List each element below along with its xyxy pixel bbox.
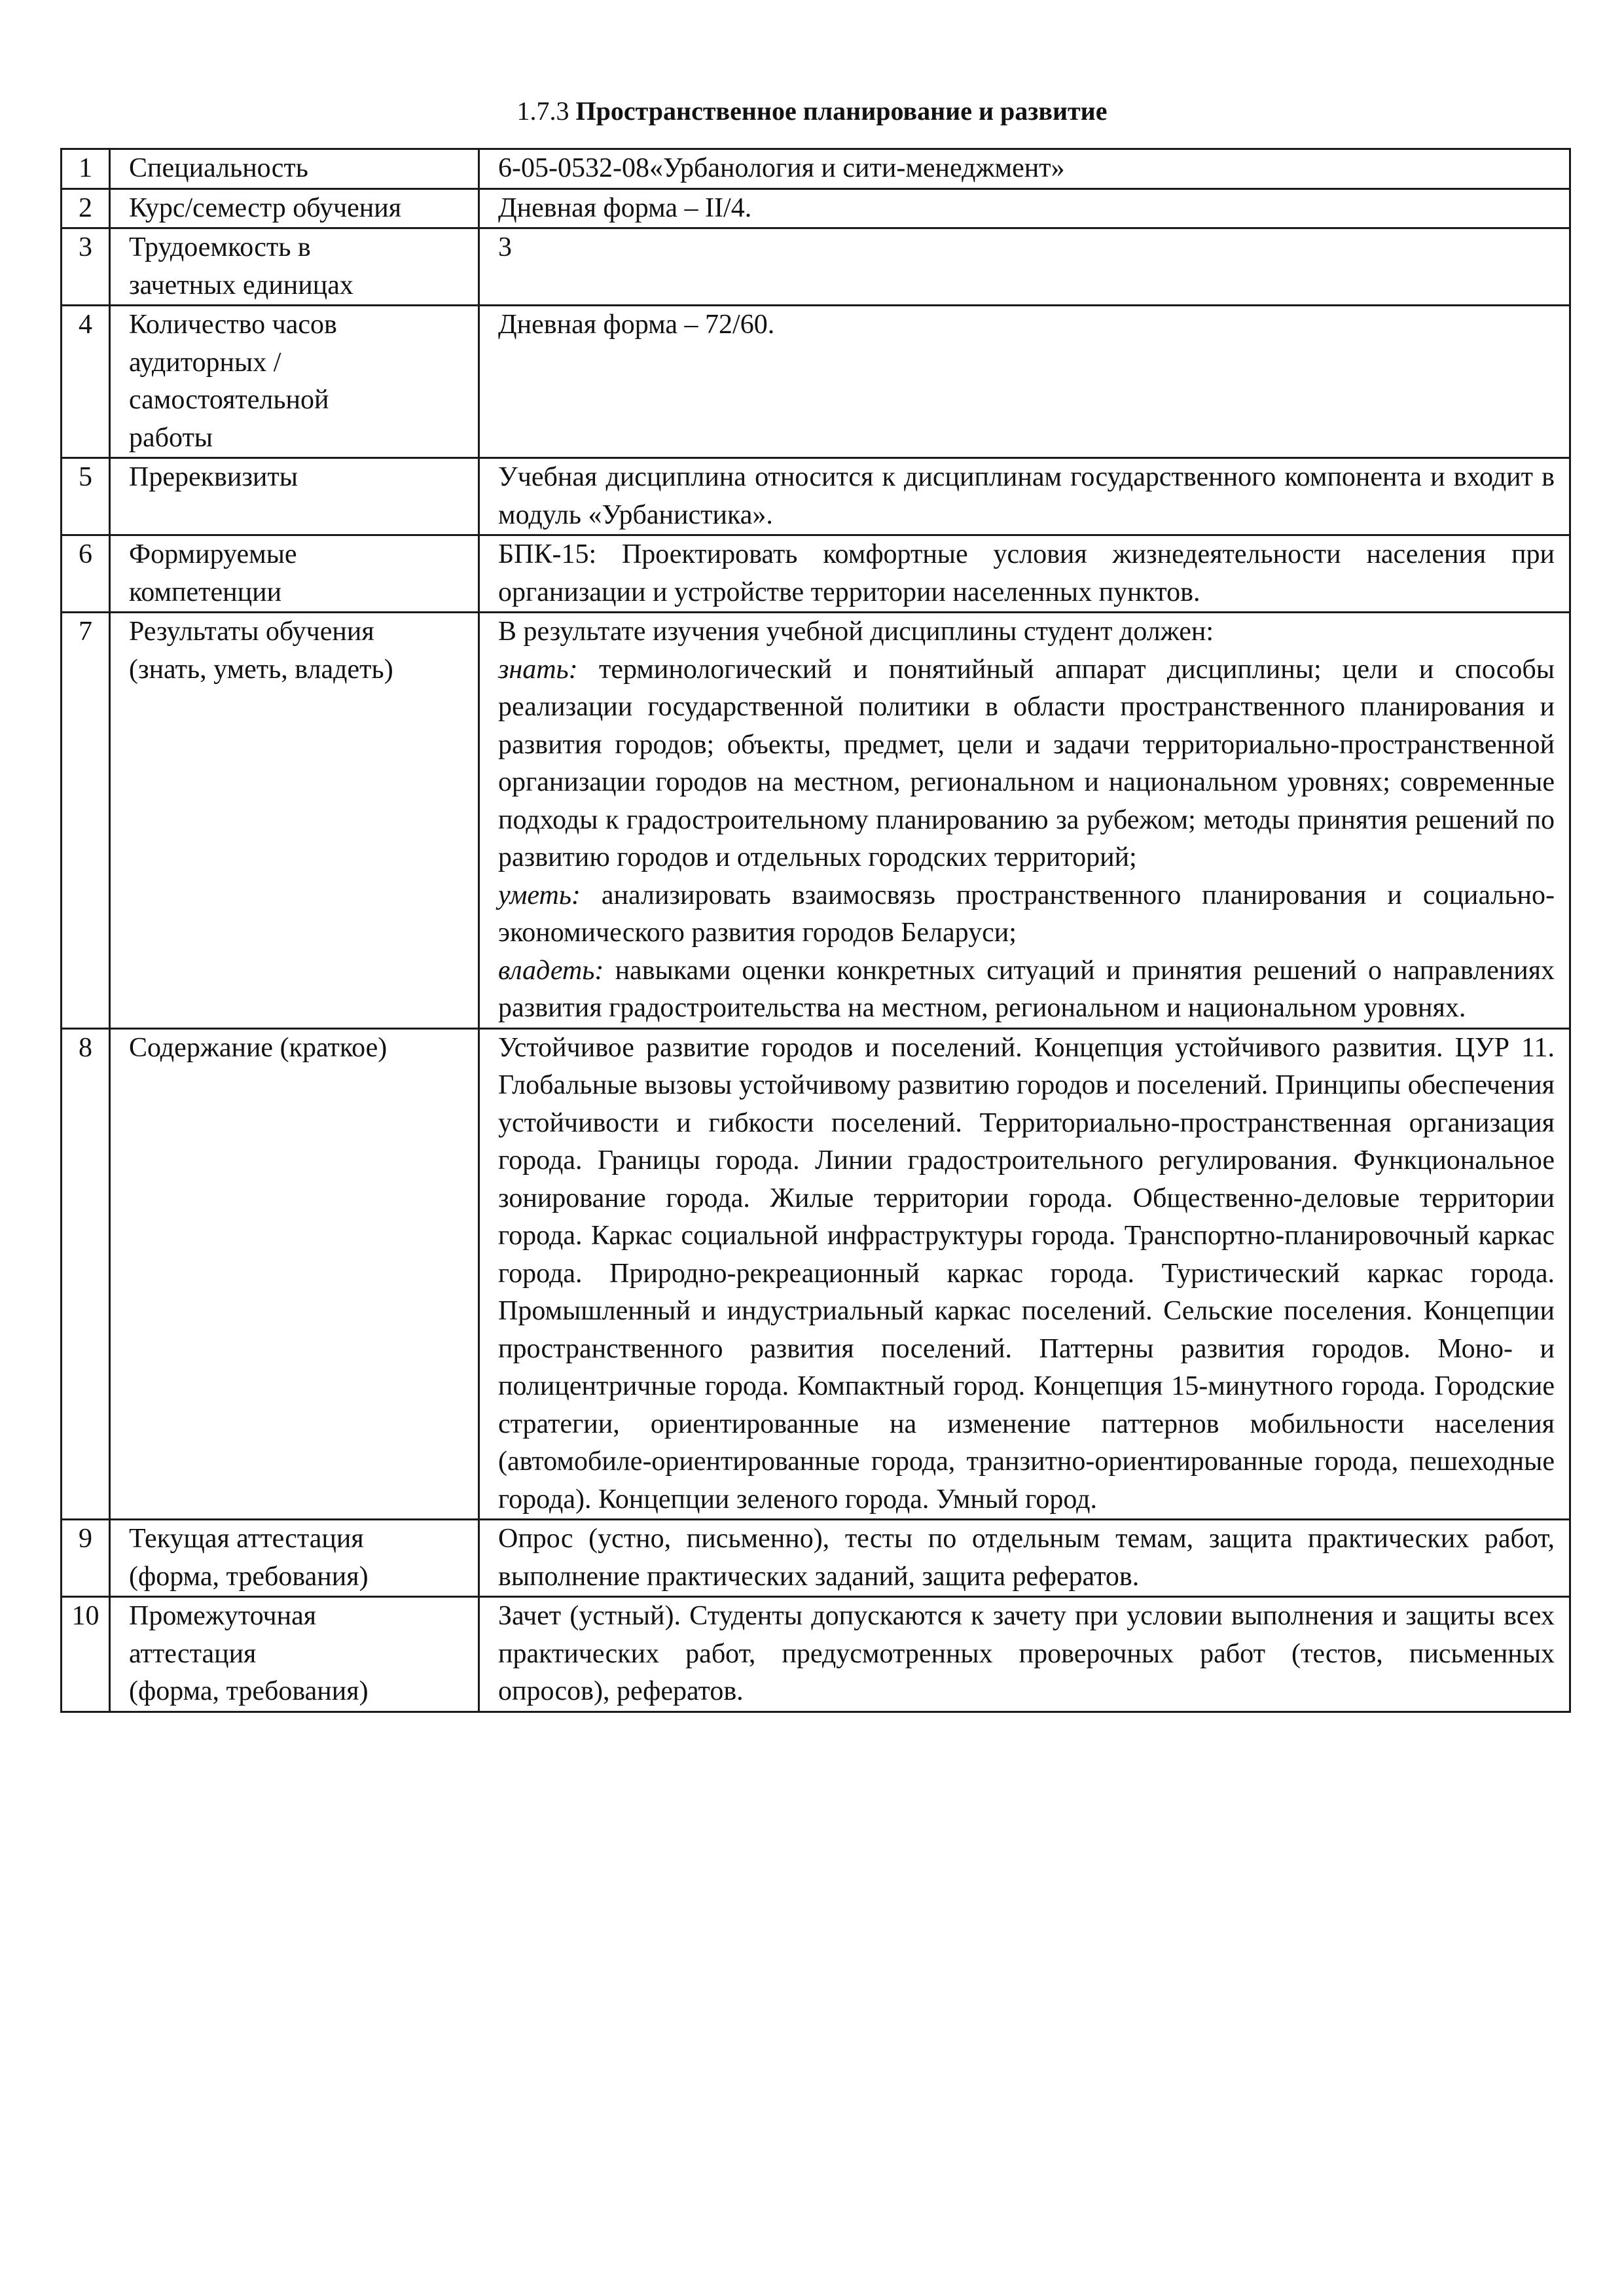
row-label-line: аудиторных / xyxy=(129,347,281,378)
course-description-table xyxy=(60,148,1571,1713)
section-number: 1.7.3 xyxy=(516,96,569,126)
row-label-line: аттестация xyxy=(129,1638,257,1669)
outcomes-know xyxy=(498,651,1555,877)
row-label xyxy=(110,1520,479,1597)
know-text: терминологический и понятийный аппарат дисциплины; цели и способы реализации государственной политики в области пространственного планирования и развития городов; объекты, предмет, цели и задачи территориально-пространственной организации городов на местном, региональном и национальном уровнях; современные подходы к градостроительному планированию за рубежом; методы принятия решений по развитию городов и отдельных городских территорий; xyxy=(498,654,1555,872)
row-label-line: самостоятельной xyxy=(129,385,329,415)
row-value: БПК-15: Проектировать комфортные условия жизнедеятельности населения при организации и устройстве территории населенных пунктов. xyxy=(479,535,1570,613)
row-number: 7 xyxy=(62,613,110,1029)
row-value: Опрос (устно, письменно), тесты по отдельным темам, защита практических работ, выполнение практических заданий, защита рефератов. xyxy=(479,1520,1570,1597)
row-label xyxy=(110,306,479,458)
row-label-line: работы xyxy=(129,422,213,453)
table-row xyxy=(62,188,1570,228)
row-label-line: (форма, требования) xyxy=(129,1561,369,1592)
row-number: 10 xyxy=(62,1597,110,1712)
row-value: Дневная форма – 72/60. xyxy=(479,306,1570,458)
row-number: 2 xyxy=(62,188,110,228)
row-number: 4 xyxy=(62,306,110,458)
row-label-line: Трудоемкость в xyxy=(129,232,311,262)
row-value: Дневная форма – II/4. xyxy=(479,188,1570,228)
row-number: 1 xyxy=(62,149,110,189)
row-value: 3 xyxy=(479,228,1570,306)
row-number: 6 xyxy=(62,535,110,613)
table-row xyxy=(62,458,1570,535)
row-value: Устойчивое развитие городов и поселений. Концепция устойчивого развития. ЦУР 11. Глобальные вызовы устойчивому развитию городов и поселений. Принципы обеспечения устойчивости и гибкости поселений. Территориально-пространственная организация города. Границы города. Линии градостроительного регулирования. Функциональное зонирование города. Жилые территории города. Общественно-деловые территории города. Каркас социальной инфраструктуры города. Транспортно-планировочный каркас города. Природно-рекреационный каркас города. Туристический каркас города. Промышленный и индустриальный каркас поселений. Сельские поселения. Концепции пространственного развития поселений. Паттерны развития городов. Моно- и полицентричные города. Компактный город. Концепция 15-минутного города. Городские стратегии, ориентированные на изменение паттернов мобильности населения (автомобиле-ориентированные города, транзитно-ориентированные города, пешеходные города). Концепции зеленого города. Умный город. xyxy=(479,1028,1570,1520)
row-label xyxy=(110,613,479,1029)
row-label xyxy=(110,228,479,306)
table-row xyxy=(62,149,1570,189)
row-label-line: компетенции xyxy=(129,577,282,607)
learning-outcomes xyxy=(479,613,1570,1029)
table-row xyxy=(62,613,1570,1029)
row-number: 9 xyxy=(62,1520,110,1597)
row-label: Содержание (краткое) xyxy=(110,1028,479,1520)
can-label: уметь: xyxy=(498,880,581,910)
table-row xyxy=(62,1597,1570,1712)
can-text: анализировать взаимосвязь пространственного планирования и социально-экономического развития городов Беларуси; xyxy=(498,880,1555,948)
table-row xyxy=(62,1520,1570,1597)
row-value: Зачет (устный). Студенты допускаются к зачету при условии выполнения и защиты всех практических работ, предусмотренных проверочных работ (тестов, письменных опросов), рефератов. xyxy=(479,1597,1570,1712)
row-value: Учебная дисциплина относится к дисциплинам государственного компонента и входит в модуль «Урбанистика». xyxy=(479,458,1570,535)
row-label-line: Текущая аттестация xyxy=(129,1524,364,1554)
outcomes-own xyxy=(498,952,1555,1028)
own-label: владеть: xyxy=(498,955,604,986)
section-title: Пространственное планирование и развитие xyxy=(575,96,1108,126)
row-label-line: (знать, уметь, владеть) xyxy=(129,654,393,685)
row-label xyxy=(110,1597,479,1712)
row-label-line: Формируемые xyxy=(129,539,297,569)
outcomes-intro: В результате изучения учебной дисциплины студент должен: xyxy=(498,617,1214,647)
row-label: Курс/семестр обучения xyxy=(110,188,479,228)
table-row xyxy=(62,306,1570,458)
table-row xyxy=(62,1028,1570,1520)
row-number: 5 xyxy=(62,458,110,535)
row-label-line: зачетных единицах xyxy=(129,270,353,300)
own-text: навыками оценки конкретных ситуаций и принятия решений о направлениях развития градостроительства на местном, региональном и национальном уровнях. xyxy=(498,955,1555,1023)
row-label: Пререквизиты xyxy=(110,458,479,535)
document-title xyxy=(0,92,1624,131)
row-label-line: (форма, требования) xyxy=(129,1676,369,1706)
know-label: знать: xyxy=(498,654,578,685)
row-label: Специальность xyxy=(110,149,479,189)
row-value: 6-05-0532-08«Урбанология и сити-менеджмент» xyxy=(479,149,1570,189)
row-label-line: Результаты обучения xyxy=(129,617,374,647)
row-number: 8 xyxy=(62,1028,110,1520)
row-label-line: Промежуточная xyxy=(129,1601,317,1631)
table-row xyxy=(62,228,1570,306)
row-label-line: Количество часов xyxy=(129,310,337,340)
row-label xyxy=(110,535,479,613)
table-row xyxy=(62,535,1570,613)
row-number: 3 xyxy=(62,228,110,306)
outcomes-can xyxy=(498,877,1555,952)
